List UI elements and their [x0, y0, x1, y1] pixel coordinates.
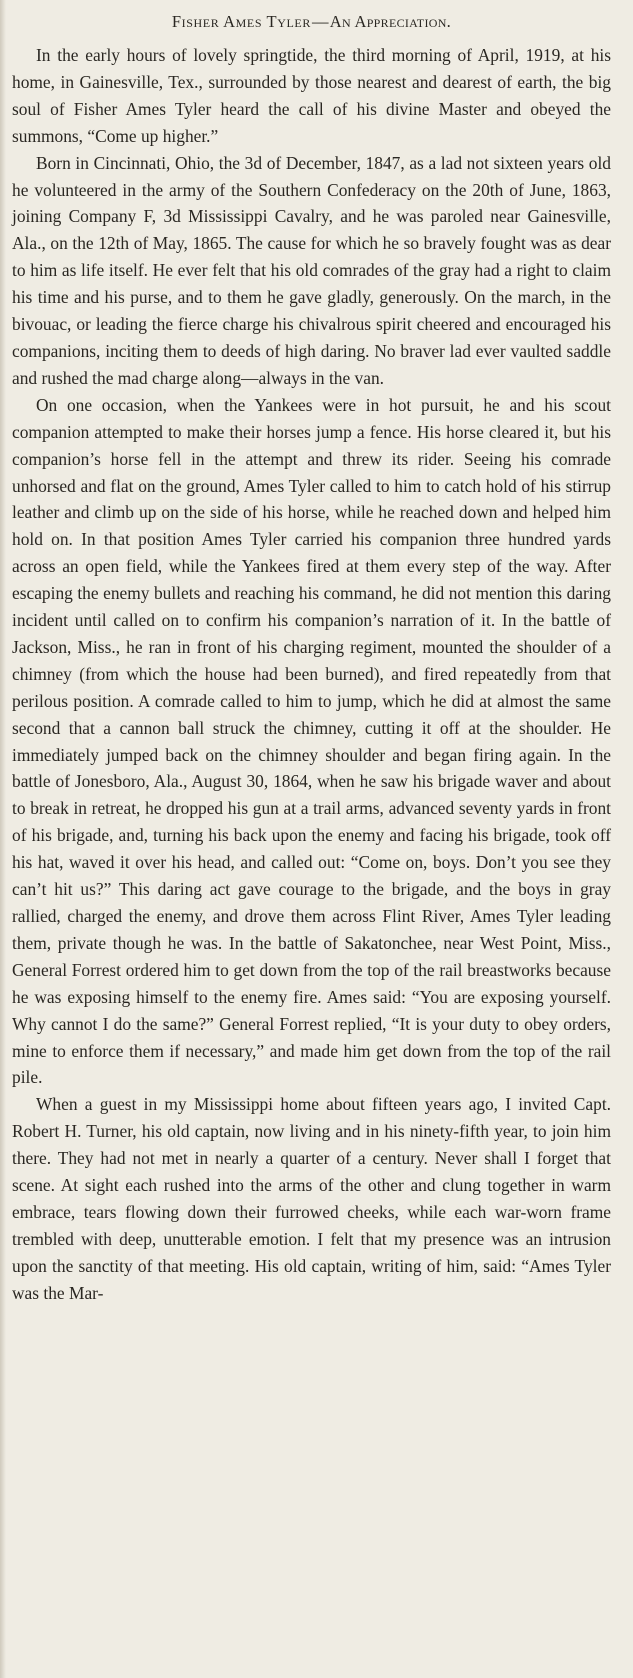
paragraph-death-notice: In the early hours of lovely springtide, the third morning of April, 1919, at his home, in Gainesville, Tex., surrounded by those nearest and dearest of earth, the big soul of Fisher Ames Tyler heard the call of his divine Master and obeyed the summons, “Come up higher.” — [12, 45, 611, 146]
title-dash: — — [311, 12, 329, 31]
article-body — [12, 42, 611, 1307]
title-subtitle: An Appreciation. — [329, 12, 452, 31]
title-name: Fisher Ames Tyler — [171, 12, 311, 31]
article-title — [12, 12, 611, 32]
paragraph-reunion: When a guest in my Mississippi home about fifteen years ago, I invited Capt. Robert H. Turner, his old captain, now living and in his ninety-fifth year, to join him there. They had not met in nearly a quarter of a century. Never shall I forget that scene. At sight each rushed into the arms of the other and clung together in warm embrace, tears flowing down their furrowed cheeks, while each war-worn frame trembled with deep, unutterable emotion. I felt that my presence was an intrusion upon the sanctity of that meeting. His old captain, writing of him, said: “Ames Tyler was the Mar- — [12, 1094, 611, 1303]
paragraph-biography: Born in Cincinnati, Ohio, the 3d of December, 1847, as a lad not sixteen years old he volunteered in the army of the Southern Confederacy on the 20th of June, 1863, joining Company F, 3d Mississippi Cavalry, and he was paroled near Gainesville, Ala., on the 12th of May, 1865. The cause for which he so bravely fought was as dear to him as life itself. He ever felt that his old comrades of the gray had a right to claim his time and his purse, and to them he gave gladly, generously. On the march, in the bivouac, or leading the fierce charge his chivalrous spirit cheered and encouraged his companions, inciting them to deeds of high daring. No braver lad ever vaulted saddle and rushed the mad charge along—always in the van. — [12, 152, 611, 388]
paragraph-war-deeds: On one occasion, when the Yankees were in hot pursuit, he and his scout companion attempted to make their horses jump a fence. His horse cleared it, but his companion’s horse fell in the attempt and threw its rider. Seeing his comrade unhorsed and flat on the ground, Ames Tyler called to him to catch hold of his stirrup leather and climb up on the side of his horse, while he reached down and helped him hold on. In that position Ames Tyler carried his companion three hundred yards across an open field, while the Yankees fired at them every step of the way. After escaping the enemy bullets and reaching his command, he did not mention this daring incident until called on to confirm his companion’s narration of it. In the battle of Jackson, Miss., he ran in front of his charging regiment, mounted the shoulder of a chimney (from which the house had been burned), and fired repeatedly from that perilous position. A comrade called to him to jump, which he did at almost the same second that a cannon ball struck the chimney, cutting it off at the shoulder. He immediately jumped back on the chimney shoulder and began firing again. In the battle of Jonesboro, Ala., August 30, 1864, when he saw his brigade waver and about to break in retreat, he dropped his gun at a trail arms, advanced seventy yards in front of his brigade, and, turning his back upon the enemy and facing his brigade, took off his hat, waved it over his head, and called out: “Come on, boys. Don’t you see they can’t hit us?” This daring act gave courage to the brigade, and the boys in gray rallied, charged the enemy, and drove them across Flint River, Ames Tyler leading them, private though he was. In the battle of Sakatonchee, near West Point, Miss., General Forrest ordered him to get down from the top of the rail breastworks because he was exposing himself to the enemy fire. Ames said: “You are exposing yourself. Why cannot I do the same?” General Forrest replied, “It is your duty to obey orders, mine to enforce them if necessary,” and made him get down from the top of the rail pile. — [12, 394, 611, 1088]
